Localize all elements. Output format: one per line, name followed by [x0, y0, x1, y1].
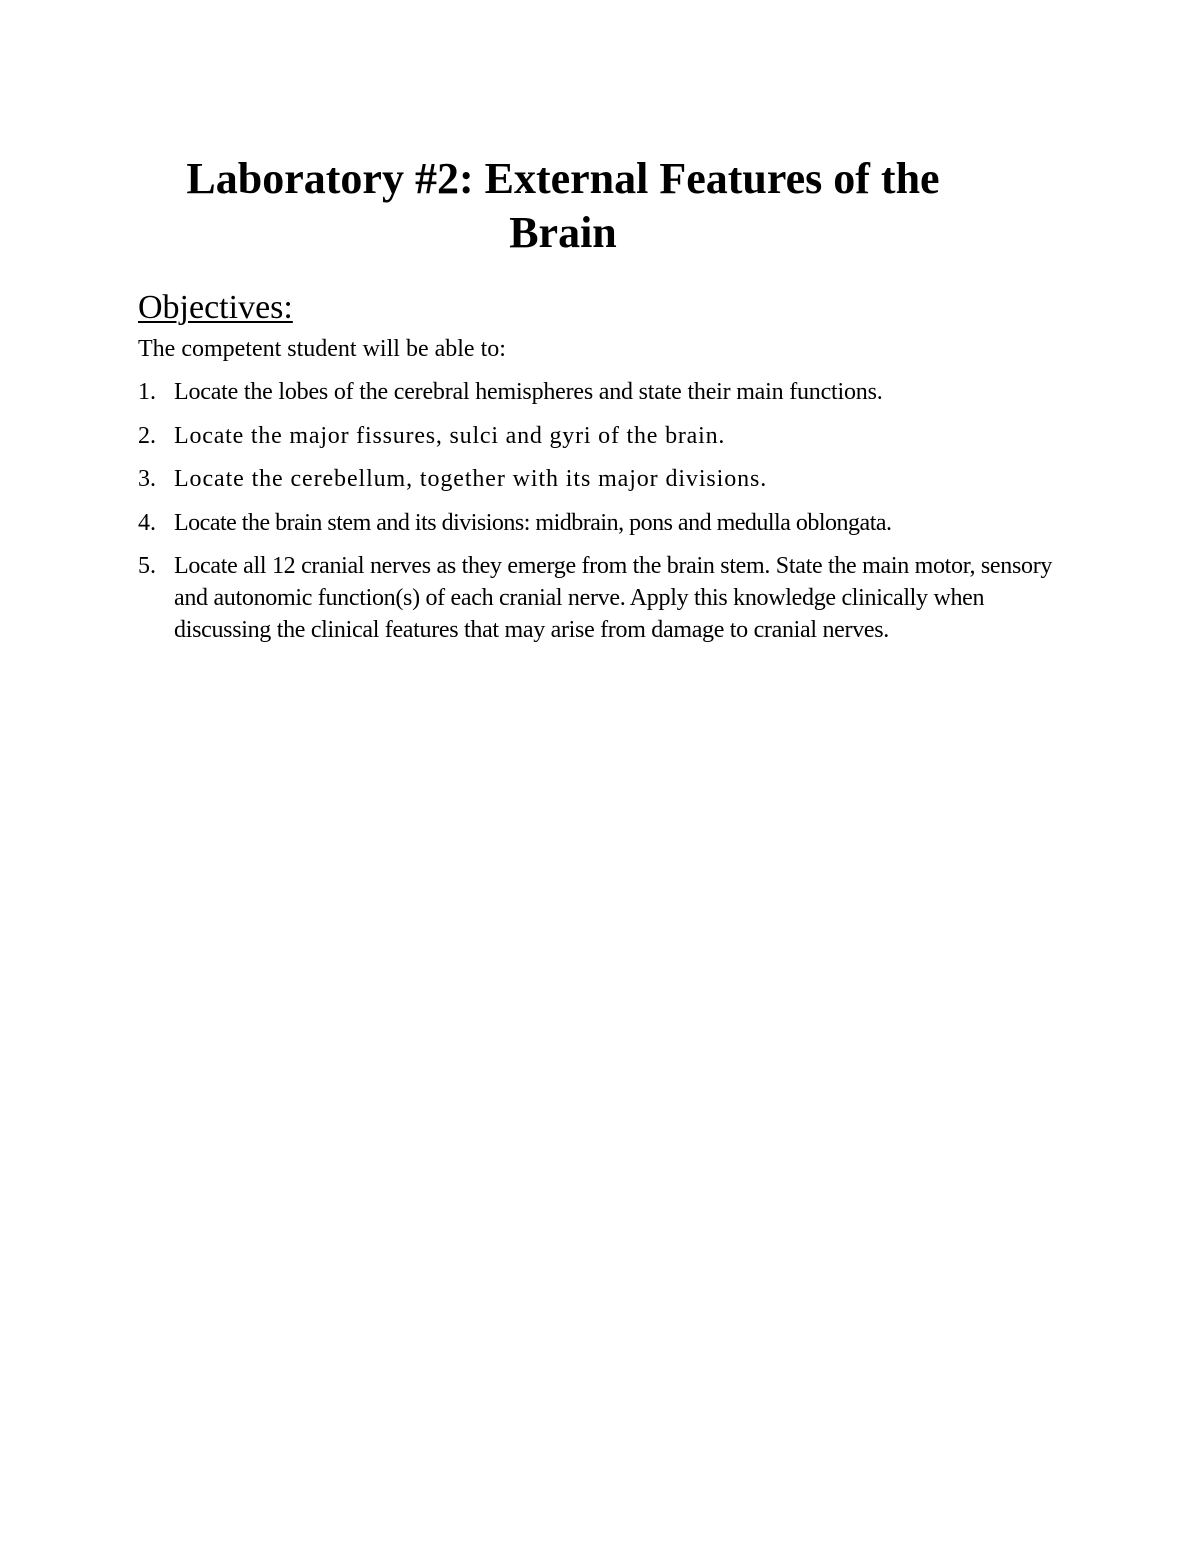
objective-number: 3. [138, 466, 156, 492]
objective-text: Locate all 12 cranial nerves as they emerge from the brain stem. State the main motor, sensory and autonomic function(s) of each cranial nerve. Apply this knowledge clinically when discussing the clinical features that may arise from damage to cranial nerves. [174, 553, 1053, 643]
objective-text: Locate the lobes of the cerebral hemispheres and state their main functions. [174, 379, 883, 405]
objective-number: 1. [138, 379, 156, 405]
objective-text: Locate the cerebellum, together with its major divisions. [174, 466, 768, 492]
objective-item-5 [138, 550, 1058, 646]
title-line-1: Laboratory #2: External Features of the [186, 154, 940, 203]
objective-number: 2. [138, 422, 156, 449]
objective-number: 5. [138, 553, 156, 579]
objective-item-2 [138, 420, 1058, 452]
objective-item-1 [138, 376, 1058, 408]
objectives-list [138, 376, 1058, 658]
objective-number: 4. [138, 509, 156, 536]
objectives-intro: The competent student will be able to: [138, 336, 506, 362]
objective-item-3 [138, 463, 1058, 495]
objective-item-4 [138, 507, 1058, 539]
objective-text: Locate the major fissures, sulci and gyri of the brain. [174, 422, 726, 449]
objective-text: Locate the brain stem and its divisions: midbrain, pons and medulla oblongata. [174, 509, 892, 536]
page-title [138, 152, 988, 260]
title-line-2: Brain [509, 208, 617, 257]
objectives-heading: Objectives: [138, 289, 293, 326]
